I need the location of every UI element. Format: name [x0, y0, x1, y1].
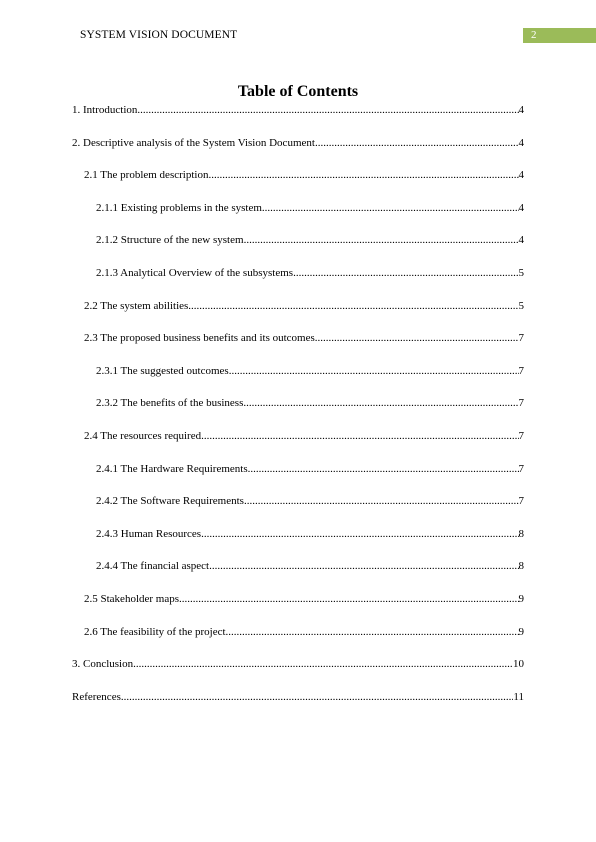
- toc-heading: Table of Contents: [237, 83, 359, 100]
- toc-entry-page: 4: [518, 104, 524, 116]
- toc-entry-label: 2.1.2 Structure of the new system: [96, 234, 244, 247]
- toc-dot-leader: [244, 234, 519, 246]
- toc-entry-benefits-business[interactable]: [72, 397, 524, 430]
- toc-entry-existing-problems[interactable]: [72, 202, 524, 235]
- toc-entry-label: 2. Descriptive analysis of the System Vision Document: [72, 136, 315, 149]
- toc-entry-system-abilities[interactable]: [72, 300, 524, 333]
- toc-entry-page: 4: [518, 201, 524, 214]
- toc-entry-page: 4: [518, 234, 524, 247]
- page-number: 2: [531, 29, 537, 41]
- toc-dot-leader: [188, 300, 518, 312]
- toc-dot-leader: [243, 397, 518, 409]
- toc-entry-descriptive-analysis[interactable]: [72, 137, 524, 170]
- toc-dot-leader: [248, 463, 519, 475]
- toc-dot-leader: [137, 104, 518, 116]
- toc-entry-page: 8: [518, 560, 524, 573]
- toc-entry-references[interactable]: [72, 691, 524, 724]
- toc-dot-leader: [229, 365, 519, 377]
- toc-entry-introduction[interactable]: [72, 104, 524, 137]
- toc-entry-label: 2.6 The feasibility of the project: [84, 625, 226, 638]
- running-header-title: SYSTEM VISION DOCUMENT: [80, 29, 238, 41]
- page-number-badge: [523, 28, 596, 43]
- toc-entry-label: 2.5 Stakeholder maps: [84, 592, 180, 605]
- toc-entry-page: 8: [518, 527, 524, 540]
- toc-entry-label: 3. Conclusion: [72, 658, 134, 671]
- toc-entry-conclusion[interactable]: [72, 658, 524, 691]
- toc-entry-page: 7: [518, 364, 524, 377]
- toc-dot-leader: [226, 626, 519, 638]
- toc-entry-label: 2.4.4 The financial aspect: [96, 560, 210, 573]
- toc-dot-leader: [293, 267, 518, 279]
- toc-dot-leader: [262, 202, 519, 214]
- toc-entry-human-resources[interactable]: [72, 528, 524, 561]
- toc-entry-page: 4: [518, 136, 524, 149]
- toc-entry-label: 2.4.3 Human Resources: [96, 527, 202, 540]
- toc-entry-label: 2.3.1 The suggested outcomes: [96, 364, 229, 377]
- toc-entry-label: References: [72, 690, 121, 703]
- toc-entry-business-benefits[interactable]: [72, 332, 524, 365]
- toc-entry-page: 11: [513, 690, 524, 703]
- toc-entry-label: 2.1.1 Existing problems in the system: [96, 201, 262, 214]
- toc-entry-page: 7: [518, 397, 524, 410]
- toc-entry-label: 2.4 The resources required: [84, 429, 202, 442]
- toc-dot-leader: [179, 593, 518, 605]
- toc-entry-page: 7: [518, 462, 524, 475]
- toc-entry-page: 9: [518, 625, 524, 638]
- toc-entry-page: 7: [518, 495, 524, 508]
- toc-entry-label: 2.4.2 The Software Requirements: [96, 495, 244, 508]
- toc-entry-problem-description[interactable]: [72, 169, 524, 202]
- toc-entry-software-requirements[interactable]: [72, 495, 524, 528]
- toc-entry-page: 10: [513, 658, 524, 671]
- toc-entry-stakeholder-maps[interactable]: [72, 593, 524, 626]
- toc-dot-leader: [201, 430, 518, 442]
- toc-dot-leader: [201, 528, 518, 540]
- toc-entry-analytical-overview[interactable]: [72, 267, 524, 300]
- toc-entry-structure-new-system[interactable]: [72, 234, 524, 267]
- toc-entry-page: 7: [518, 332, 524, 345]
- toc-entry-label: 2.3 The proposed business benefits and its outcomes: [84, 332, 315, 345]
- toc-dot-leader: [133, 658, 513, 670]
- toc-entry-suggested-outcomes[interactable]: [72, 365, 524, 398]
- toc-entry-label: 2.1 The problem description: [84, 169, 209, 182]
- toc-entry-page: 5: [518, 266, 524, 279]
- toc-dot-leader: [244, 495, 519, 507]
- toc-entry-label: 2.2 The system abilities: [84, 299, 189, 312]
- toc-entry-financial-aspect[interactable]: [72, 560, 524, 593]
- toc-entry-page: 5: [518, 299, 524, 312]
- toc-dot-leader: [209, 560, 518, 572]
- toc-entry-page: 7: [518, 429, 524, 442]
- toc-entry-label: 2.3.2 The benefits of the business: [96, 397, 244, 410]
- toc-entry-page: 9: [518, 592, 524, 605]
- table-of-contents: [72, 104, 524, 723]
- toc-dot-leader: [315, 332, 519, 344]
- toc-entry-project-feasibility[interactable]: [72, 626, 524, 659]
- toc-dot-leader: [208, 169, 518, 181]
- toc-entry-label: 2.1.3 Analytical Overview of the subsystems: [96, 266, 294, 279]
- toc-entry-label: 2.4.1 The Hardware Requirements: [96, 462, 248, 475]
- toc-entry-label: 1. Introduction: [72, 104, 138, 116]
- toc-entry-resources-required[interactable]: [72, 430, 524, 463]
- toc-dot-leader: [121, 691, 514, 703]
- toc-dot-leader: [315, 137, 519, 149]
- toc-entry-page: 4: [518, 169, 524, 182]
- toc-entry-hardware-requirements[interactable]: [72, 463, 524, 496]
